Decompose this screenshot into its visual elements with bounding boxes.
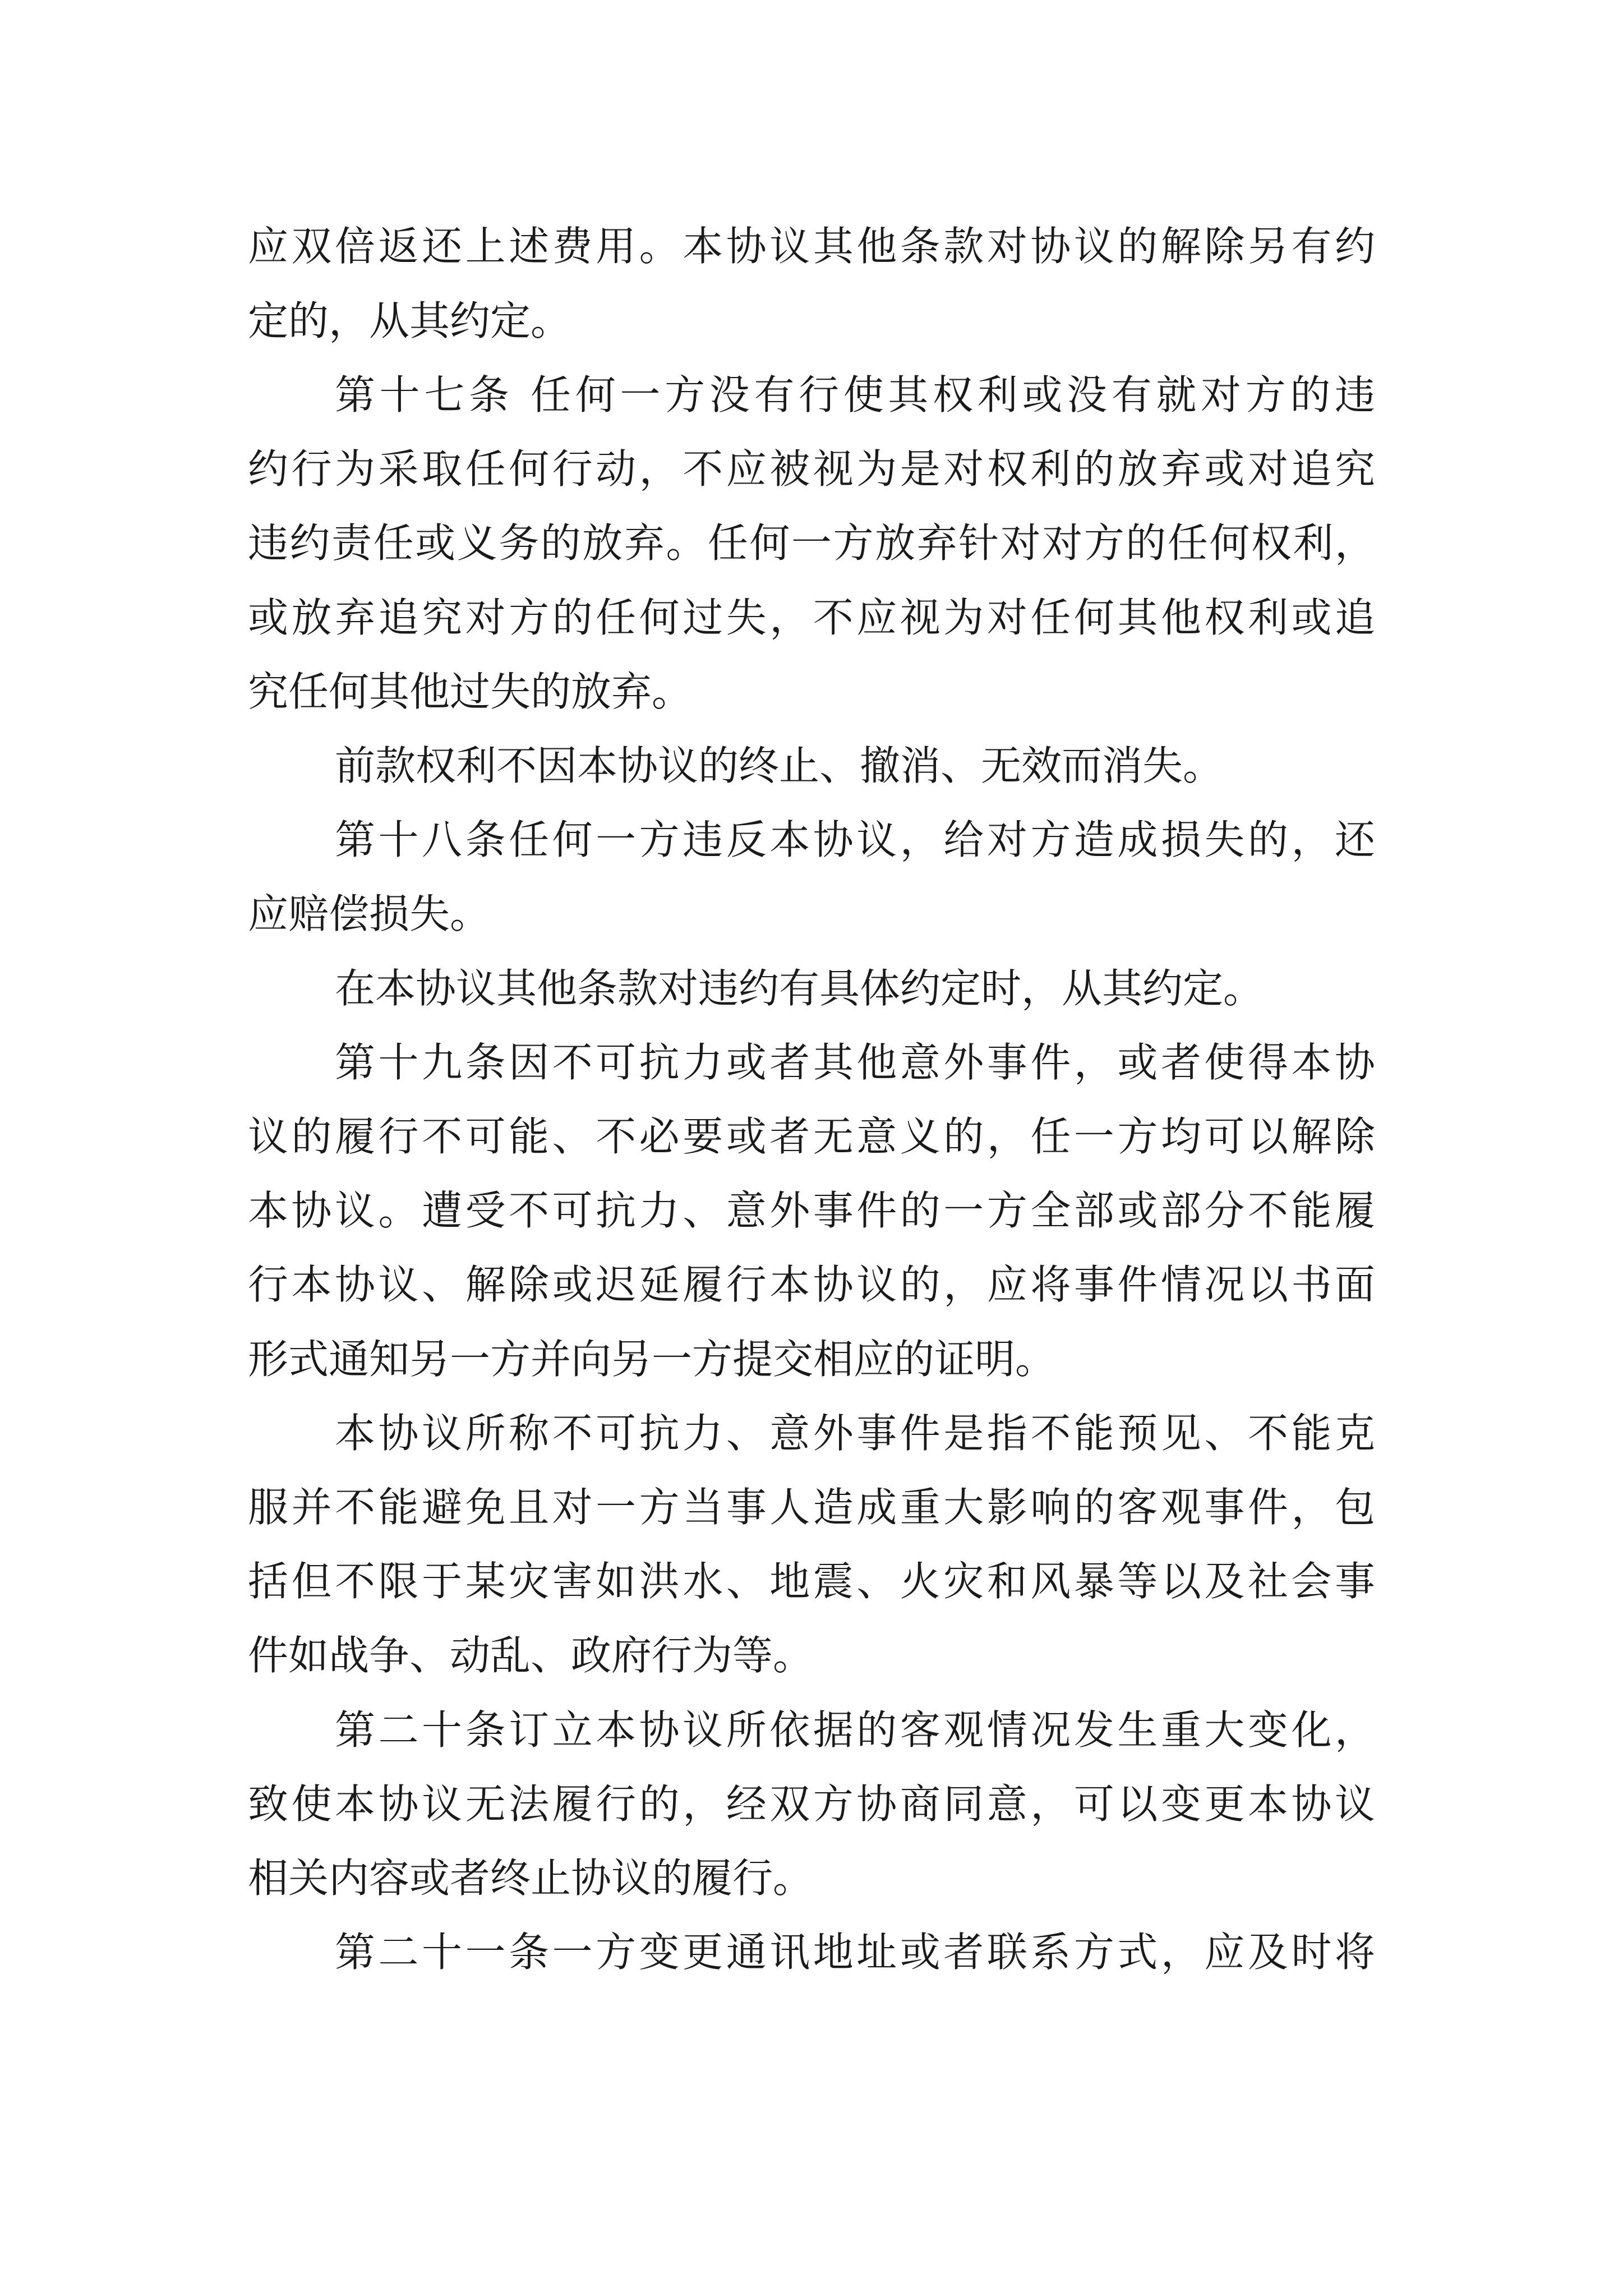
line-text: 服并不能避免且对一方当事人造成重大影响的客观事件，包 bbox=[248, 1484, 1378, 1531]
line-text: 议的履行不可能、不必要或者无意义的，任一方均可以解除 bbox=[248, 1113, 1378, 1160]
line-text: 应赔偿损失。 bbox=[248, 890, 491, 937]
line-text: 本协议所称不可抗力、意外事件是指不能预见、不能克 bbox=[335, 1410, 1378, 1457]
text-line bbox=[0, 1171, 1623, 1250]
text-line bbox=[0, 578, 1623, 657]
text-line bbox=[0, 1691, 1623, 1769]
text-line bbox=[0, 1616, 1623, 1695]
line-text: 形式通知另一方并向另一方提交相应的证明。 bbox=[248, 1336, 1056, 1383]
line-text: 致使本协议无法履行的，经双方协商同意，可以变更本协议 bbox=[248, 1780, 1378, 1828]
text-line bbox=[0, 1245, 1623, 1324]
line-text: 究任何其他过失的放弃。 bbox=[248, 668, 693, 715]
text-line bbox=[0, 282, 1623, 360]
line-text: 定的，从其约定。 bbox=[248, 297, 571, 344]
line-text: 括但不限于某灾害如洪水、地震、火灾和风暴等以及社会事 bbox=[248, 1558, 1378, 1605]
line-text: 第二十条订立本协议所依据的客观情况发生重大变化， bbox=[335, 1706, 1378, 1754]
line-text: 行本协议、解除或迟延履行本协议的，应将事件情况以书面 bbox=[248, 1261, 1378, 1308]
text-line bbox=[0, 800, 1623, 879]
line-text: 第十七条 任何一方没有行使其权利或没有就对方的违 bbox=[335, 371, 1380, 418]
text-line bbox=[0, 1468, 1623, 1547]
line-text: 第二十一条一方变更通讯地址或者联系方式，应及时将 bbox=[335, 1929, 1378, 1976]
line-text: 应双倍返还上述费用。本协议其他条款对协议的解除另有约 bbox=[248, 223, 1378, 270]
text-line bbox=[0, 1023, 1623, 1102]
line-text: 第十八条任何一方违反本协议，给对方造成损失的，还 bbox=[335, 816, 1378, 863]
text-line bbox=[0, 949, 1623, 1028]
text-line bbox=[0, 1765, 1623, 1843]
line-text: 违约责任或义务的放弃。任何一方放弃针对对方的任何权利， bbox=[248, 519, 1377, 567]
text-line bbox=[0, 726, 1623, 805]
text-line bbox=[0, 207, 1623, 286]
text-line bbox=[0, 1839, 1623, 1917]
text-line bbox=[0, 356, 1623, 434]
line-text: 本协议。遭受不可抗力、意外事件的一方全部或部分不能履 bbox=[248, 1187, 1378, 1234]
text-line bbox=[0, 1394, 1623, 1473]
text-line bbox=[0, 1542, 1623, 1621]
text-line bbox=[0, 1097, 1623, 1176]
text-line bbox=[0, 875, 1623, 953]
line-text: 第十九条因不可抗力或者其他意外事件，或者使得本协 bbox=[335, 1039, 1378, 1086]
line-text: 相关内容或者终止协议的履行。 bbox=[248, 1855, 814, 1902]
line-text: 在本协议其他条款对违约有具体约定时，从其约定。 bbox=[335, 965, 1264, 1012]
text-line bbox=[0, 652, 1623, 731]
text-line bbox=[0, 504, 1623, 582]
text-line bbox=[0, 1913, 1623, 1991]
text-line bbox=[0, 1320, 1623, 1398]
line-text: 件如战争、动乱、政府行为等。 bbox=[248, 1632, 814, 1679]
text-line bbox=[0, 430, 1623, 508]
line-text: 前款权利不因本协议的终止、撤消、无效而消失。 bbox=[335, 742, 1224, 789]
line-text: 约行为采取任何行动，不应被视为是对权利的放弃或对追究 bbox=[248, 445, 1378, 493]
line-text: 或放弃追究对方的任何过失，不应视为对任何其他权利或追 bbox=[248, 594, 1378, 641]
